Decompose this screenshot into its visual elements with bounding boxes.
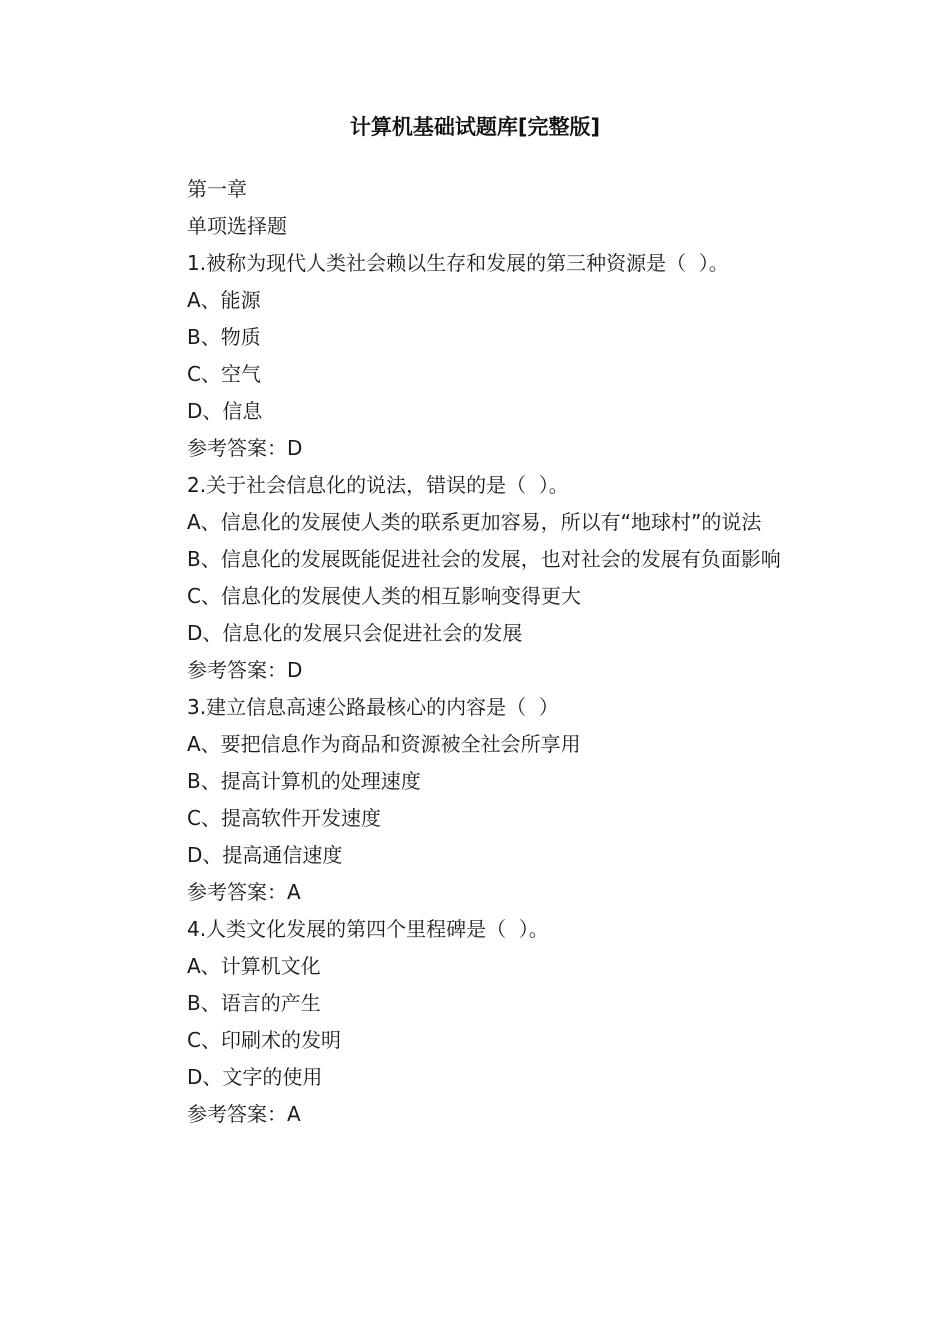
question-3-option-b: B、提高计算机的处理速度	[187, 769, 421, 793]
document-title: 计算机基础试题库[完整版]	[349, 115, 601, 139]
question-2-option-c: C、信息化的发展使人类的相互影响变得更大	[187, 584, 581, 608]
question-1-option-d: D、信息	[187, 399, 263, 423]
document-body	[144, 171, 810, 1133]
question-4-option-b: B、语言的产生	[187, 991, 321, 1015]
question-4-answer: 参考答案：A	[187, 1102, 301, 1126]
question-2-option-b: B、信息化的发展既能促进社会的发展，也对社会的发展有负面影响	[187, 547, 781, 571]
question-2-option-a: A、信息化的发展使人类的联系更加容易，所以有“地球村”的说法	[187, 510, 762, 534]
question-4-option-c: C、印刷术的发明	[187, 1028, 341, 1052]
question-1-option-b: B、物质	[187, 325, 261, 349]
chapter-heading: 第一章	[187, 177, 247, 201]
question-2-answer: 参考答案：D	[187, 658, 303, 682]
question-1-answer: 参考答案：D	[187, 436, 303, 460]
question-4-option-a: A、计算机文化	[187, 954, 321, 978]
question-2-stem: 2.关于社会信息化的说法，错误的是（ ）。	[187, 473, 569, 497]
question-1-option-c: C、空气	[187, 362, 261, 386]
section-heading: 单项选择题	[187, 214, 287, 238]
question-4-stem: 4.人类文化发展的第四个里程碑是（ ）。	[187, 917, 549, 941]
question-1-option-a: A、能源	[187, 288, 261, 312]
question-2-option-d: D、信息化的发展只会促进社会的发展	[187, 621, 523, 645]
question-3-stem: 3.建立信息高速公路最核心的内容是（ ）	[187, 695, 559, 719]
question-3-option-d: D、提高通信速度	[187, 843, 343, 867]
question-4-option-d: D、文字的使用	[187, 1065, 323, 1089]
question-3-answer: 参考答案：A	[187, 880, 301, 904]
question-3-option-c: C、提高软件开发速度	[187, 806, 381, 830]
question-3-option-a: A、要把信息作为商品和资源被全社会所享用	[187, 732, 581, 756]
question-1-stem: 1.被称为现代人类社会赖以生存和发展的第三种资源是（ ）。	[187, 251, 729, 275]
